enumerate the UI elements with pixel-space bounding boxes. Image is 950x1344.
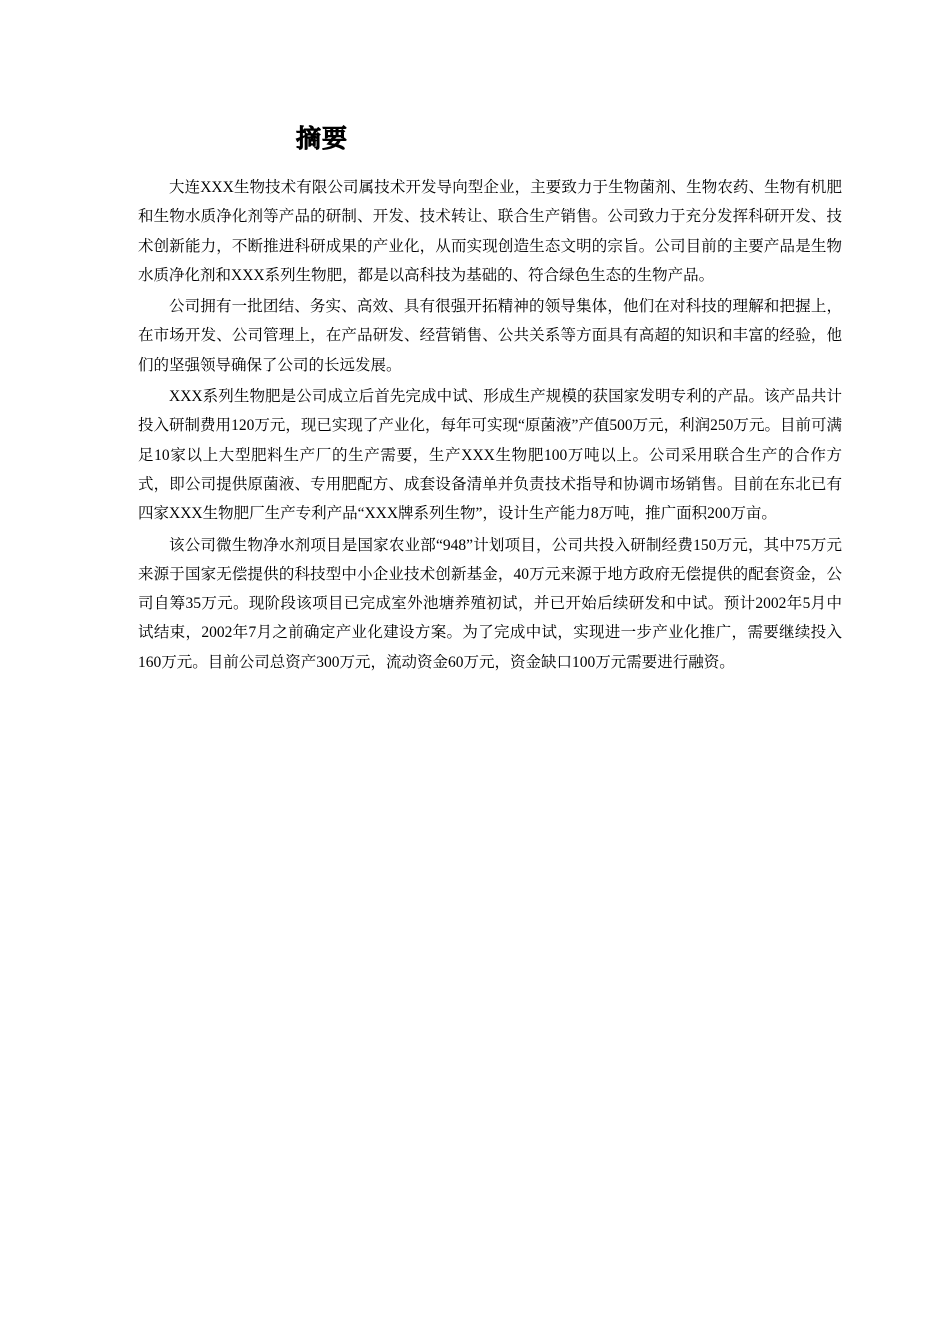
paragraph-company-intro: 大连XXX生物技术有限公司属技术开发导向型企业，主要致力于生物菌剂、生物农药、生物有机肥和生物水质净化剂等产品的研制、开发、技术转让、联合生产销售。公司致力于充分发挥科研开发、技术创新能力，不断推进科研成果的产业化，从而实现创造生态文明的宗旨。公司目前的主要产品是生物水质净化剂和XXX系列生物肥，都是以高科技为基础的、符合绿色生态的生物产品。 — [138, 179, 842, 284]
paragraph-water-purifier-project: 该公司微生物净水剂项目是国家农业部“948”计划项目，公司共投入研制经费150万元，其中75万元来源于国家无偿提供的科技型中小企业技术创新基金，40万元来源于地方政府无偿提供的配套资金，公司自筹35万元。现阶段该项目已完成室外池塘养殖初试，并已开始后续研发和中试。预计2002年5月中试结束，2002年7月之前确定产业化建设方案。为了完成中试，实现进一步产业化推广，需要继续投入160万元。目前公司总资产300万元，流动资金60万元，资金缺口100万元需要进行融资。 — [138, 536, 842, 671]
document-title: 摘要 — [296, 124, 349, 153]
paragraph-fertilizer-product: XXX系列生物肥是公司成立后首先完成中试、形成生产规模的获国家发明专利的产品。该产品共计投入研制费用120万元，现已实现了产业化，每年可实现“原菌液”产值500万元，利润250万元。目前可满足10家以上大型肥料生产厂的生产需要，生产XXX生物肥100万吨以上。公司采用联合生产的合作方式，即公司提供原菌液、专用肥配方、成套设备清单并负责技术指导和协调市场销售。目前在东北已有四家XXX生物肥厂生产专利产品“XXX牌系列生物”，设计生产能力8万吨，推广面积200万亩。 — [138, 388, 842, 523]
document-body — [138, 173, 842, 679]
paragraph-leadership: 公司拥有一批团结、务实、高效、具有很强开拓精神的领导集体，他们在对科技的理解和把握上，在市场开发、公司管理上，在产品研发、经营销售、公共关系等方面具有高超的知识和丰富的经验，他们的坚强领导确保了公司的长远发展。 — [138, 298, 842, 374]
